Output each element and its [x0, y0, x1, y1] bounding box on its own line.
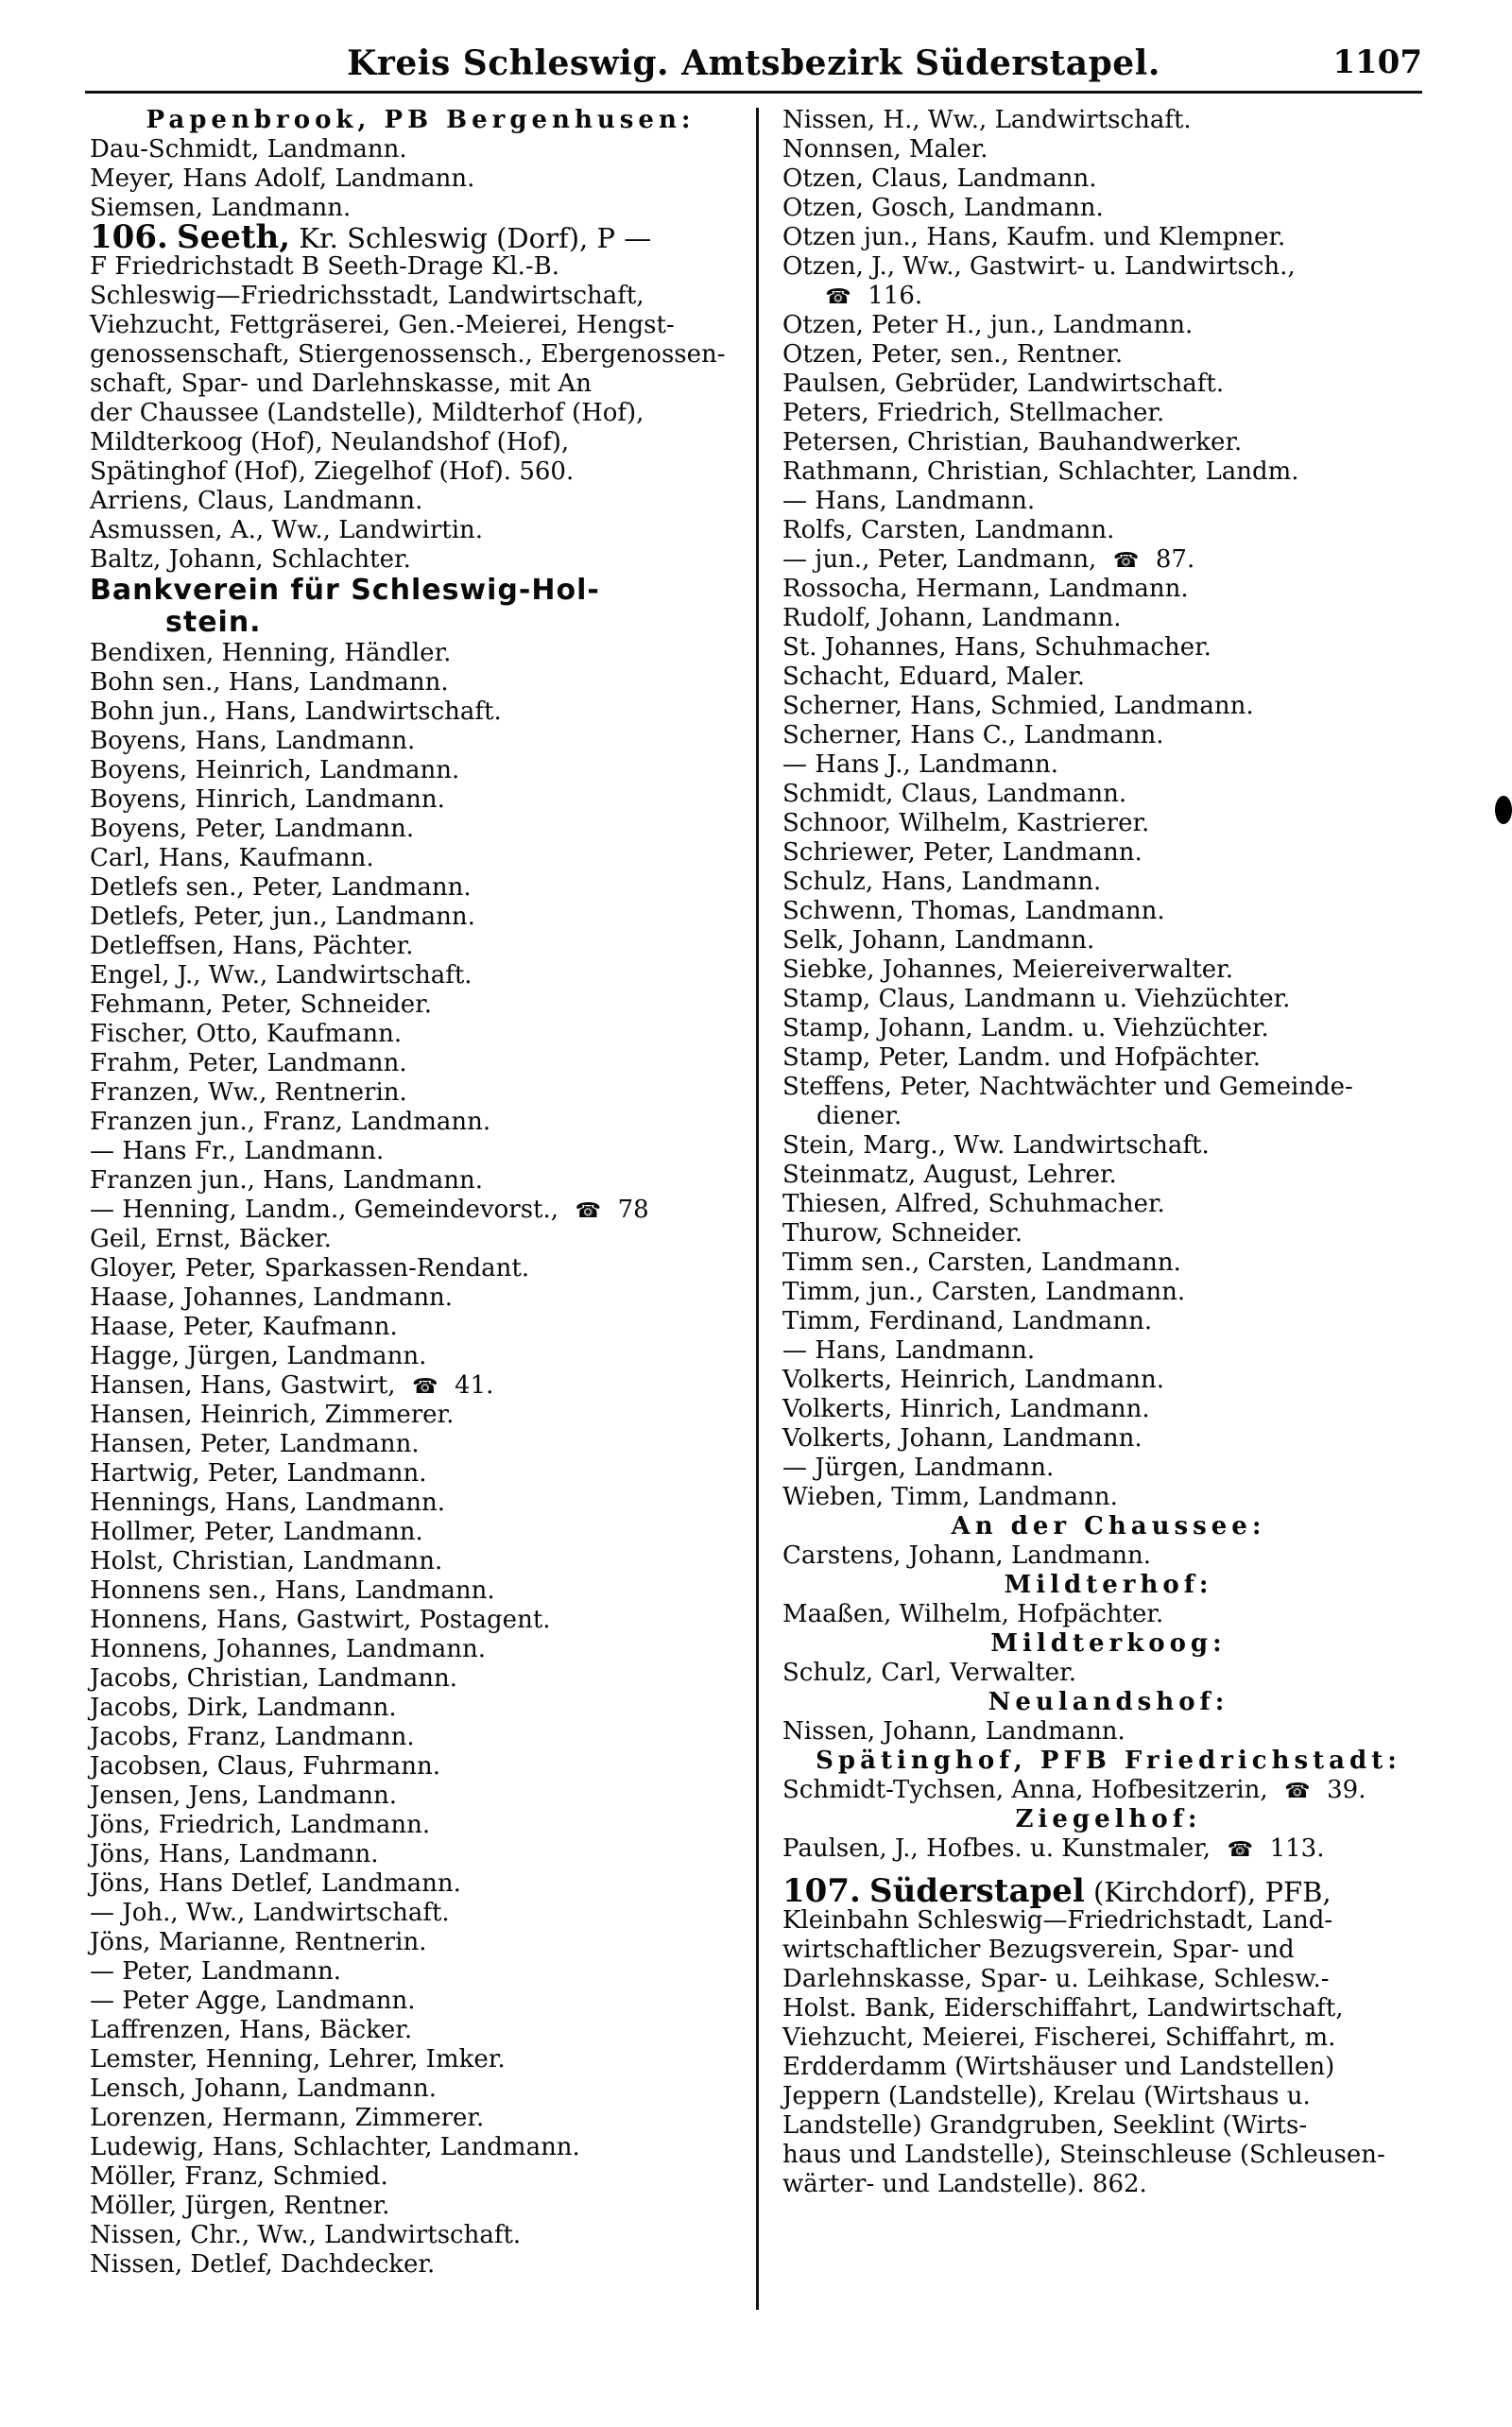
list-item: St. Johannes, Hans, Schuhmacher. — [782, 633, 1211, 662]
list-item: Schmidt, Claus, Landmann. — [782, 780, 1127, 808]
list-item-steffens: Steffens, Peter, Nachtwächter und Gemeinde- — [782, 1073, 1353, 1101]
list-item: Schnoor, Wilhelm, Kastrierer. — [782, 809, 1150, 837]
list-item: Franzen, Ww., Rentnerin. — [90, 1078, 407, 1107]
list-item: Geil, Ernst, Bäcker. — [90, 1225, 332, 1253]
seeth-entries-a — [90, 487, 751, 575]
list-item: Volkerts, Hinrich, Landmann. — [782, 1395, 1150, 1423]
list-item: schaft, Spar- und Darlehnskasse, mit An — [90, 370, 592, 398]
list-item: Gloyer, Peter, Sparkassen-Rendant. — [90, 1254, 530, 1282]
entry-text: Hansen, Hans, Gastwirt, — [90, 1371, 396, 1400]
list-item: Jacobsen, Claus, Fuhrmann. — [90, 1752, 440, 1781]
section-desc-first: (Kirchdorf), PFB, — [1093, 1876, 1332, 1908]
list-item: der Chaussee (Landstelle), Mildterhof (Hof), — [90, 399, 644, 427]
list-item-henning — [90, 1196, 751, 1225]
list-item: Holst, Christian, Landmann. — [90, 1547, 443, 1575]
subhead-papenbrook: Papenbrook, PB Bergenhusen: — [146, 106, 696, 134]
list-item: Detleffsen, Hans, Pächter. — [90, 932, 414, 960]
telephone-handset-icon: ☎ — [1227, 1838, 1254, 1862]
list-item: Rathmann, Christian, Schlachter, Landm. — [782, 457, 1299, 486]
list-item: Bohn jun., Hans, Landwirtschaft. — [90, 697, 502, 726]
list-item: Landstelle) Grandgruben, Seeklint (Wirts- — [782, 2111, 1308, 2140]
list-item: Hollmer, Peter, Landmann. — [90, 1518, 423, 1546]
list-item: — Joh., Ww., Landwirtschaft. — [90, 1899, 450, 1927]
list-item: Lorenzen, Hermann, Zimmerer. — [90, 2104, 485, 2132]
list-item: Schulz, Carl, Verwalter. — [782, 1659, 1077, 1687]
list-item: Carl, Hans, Kaufmann. — [90, 844, 374, 872]
telephone-handset-icon: ☎ — [825, 285, 851, 309]
list-item: Spätinghof (Hof), Ziegelhof (Hof). 560. — [90, 457, 575, 486]
list-item: Franzen jun., Franz, Landmann. — [90, 1108, 491, 1136]
page-header — [85, 38, 1422, 94]
list-item: Nissen, Chr., Ww., Landwirtschaft. — [90, 2221, 522, 2249]
list-item: Otzen, Peter H., jun., Landmann. — [782, 311, 1194, 339]
list-item: Jöns, Friedrich, Landmann. — [90, 1811, 431, 1839]
section-name: Süderstapel — [869, 1872, 1085, 1910]
list-item: Hartwig, Peter, Landmann. — [90, 1459, 427, 1488]
list-item-otzen-j: Otzen, J., Ww., Gastwirt- u. Landwirtsch., — [782, 252, 1296, 281]
list-item: Stein, Marg., Ww. Landwirtschaft. — [782, 1131, 1210, 1160]
list-item: Stamp, Johann, Landm. u. Viehzüchter. — [782, 1014, 1269, 1042]
list-item: Otzen jun., Hans, Kaufm. und Klempner. — [782, 223, 1286, 251]
list-item: Boyens, Hans, Landmann. — [90, 727, 416, 755]
list-item: Otzen, Gosch, Landmann. — [782, 194, 1104, 222]
list-item: Honnens sen., Hans, Landmann. — [90, 1576, 495, 1605]
column-divider — [756, 108, 759, 2310]
list-item: Timm, Ferdinand, Landmann. — [782, 1307, 1153, 1335]
list-item: Holst. Bank, Eiderschiffahrt, Landwirtschaft, — [782, 1994, 1344, 2022]
telephone-handset-icon: ☎ — [1284, 1780, 1311, 1803]
list-item-ziegelhof — [782, 1834, 1435, 1864]
right-entries-d — [782, 1131, 1435, 1512]
list-item: — Peter, Landmann. — [90, 1957, 341, 1986]
list-item: Rudolf, Johann, Landmann. — [782, 604, 1122, 632]
list-item: Laffrenzen, Hans, Bäcker. — [90, 2016, 413, 2044]
list-item-spaetinghof — [782, 1776, 1435, 1805]
section-desc-first: Kr. Schleswig (Dorf), P — — [299, 222, 652, 254]
right-column — [782, 106, 1435, 2199]
list-item: Thurow, Schneider. — [782, 1219, 1023, 1248]
list-item-rolfs-jun — [782, 545, 1435, 575]
list-item: Jacobs, Dirk, Landmann. — [90, 1694, 397, 1722]
list-item: Arriens, Claus, Landmann. — [90, 487, 423, 515]
list-item: Bendixen, Henning, Händler. — [90, 639, 452, 667]
list-item: Timm sen., Carsten, Landmann. — [782, 1248, 1181, 1277]
suederstapel-description — [782, 1906, 1435, 2199]
list-item: — Hans, Landmann. — [782, 1336, 1036, 1365]
list-item: genossenschaft, Stiergenossensch., Ebergenossen- — [90, 340, 726, 369]
list-item: Boyens, Peter, Landmann. — [90, 815, 415, 843]
list-item: Paulsen, Gebrüder, Landwirtschaft. — [782, 370, 1225, 398]
list-item: Engel, J., Ww., Landwirtschaft. — [90, 961, 472, 990]
right-entries-c — [782, 575, 1435, 1073]
section-number: 107. — [782, 1872, 861, 1910]
subhead-ziegelhof: Ziegelhof: — [1015, 1805, 1202, 1833]
list-item: Steinmatz, August, Lehrer. — [782, 1161, 1117, 1189]
list-item: Jacobs, Franz, Landmann. — [90, 1723, 415, 1751]
list-item-steffens-cont: diener. — [816, 1102, 902, 1130]
list-item: Honnens, Johannes, Landmann. — [90, 1635, 486, 1663]
list-item: Detlefs sen., Peter, Landmann. — [90, 873, 472, 902]
list-item: Viehzucht, Fettgräserei, Gen.-Meierei, Hengst- — [90, 311, 675, 339]
subhead-mildterkoog: Mildterkoog: — [990, 1629, 1227, 1658]
telephone-handset-icon: ☎ — [412, 1375, 438, 1399]
list-item: Peters, Friedrich, Stellmacher. — [782, 399, 1165, 427]
list-item: Thiesen, Alfred, Schuhmacher. — [782, 1190, 1165, 1218]
phone-number: 78 — [617, 1196, 649, 1224]
list-item: Schleswig—Friedrichsstadt, Landwirtschaft, — [90, 282, 644, 310]
seeth-entries-d — [90, 1401, 751, 2280]
list-item: Hagge, Jürgen, Landmann. — [90, 1342, 427, 1370]
entry-text: Paulsen, J., Hofbes. u. Kunstmaler, — [782, 1834, 1211, 1863]
list-item: Schacht, Eduard, Maler. — [782, 663, 1086, 691]
list-item: F Friedrichstadt B Seeth-Drage Kl.-B. — [90, 252, 559, 281]
phone-number: 39. — [1327, 1776, 1366, 1804]
list-item: wirtschaftlicher Bezugsverein, Spar- und — [782, 1936, 1295, 1964]
list-item: Jöns, Hans, Landmann. — [90, 1840, 379, 1868]
list-item: Möller, Jürgen, Rentner. — [90, 2192, 390, 2220]
phone-number: 116. — [868, 282, 923, 310]
list-item: Dau-Schmidt, Landmann. — [90, 135, 407, 164]
list-item: Schwenn, Thomas, Landmann. — [782, 897, 1165, 925]
list-item: Jöns, Hans Detlef, Landmann. — [90, 1869, 461, 1898]
list-item: Franzen jun., Hans, Landmann. — [90, 1166, 484, 1195]
list-item: Baltz, Johann, Schlachter. — [90, 545, 411, 574]
subhead-neulandshof: Neulandshof: — [988, 1688, 1229, 1716]
list-item: Fehmann, Peter, Schneider. — [90, 990, 433, 1019]
papenbrook-list — [90, 135, 751, 223]
subhead-mildterhof: Mildterhof: — [1004, 1571, 1213, 1599]
list-item: Haase, Peter, Kaufmann. — [90, 1313, 398, 1341]
list-item: Volkerts, Johann, Landmann. — [782, 1424, 1143, 1453]
list-item: Darlehnskasse, Spar- u. Leihkase, Schlesw.- — [782, 1965, 1330, 1993]
list-item: Siebke, Johannes, Meiereiverwalter. — [782, 955, 1233, 984]
list-item: Lensch, Johann, Landmann. — [90, 2074, 437, 2103]
page-number: 1107 — [1332, 43, 1422, 81]
list-item: Scherner, Hans, Schmied, Landmann. — [782, 692, 1254, 720]
bank-name-line-2: stein. — [165, 606, 262, 639]
list-item: Jeppern (Landstelle), Krelau (Wirtshaus u. — [782, 2082, 1311, 2110]
list-item: Hansen, Heinrich, Zimmerer. — [90, 1401, 455, 1429]
list-item: Siemsen, Landmann. — [90, 194, 352, 222]
left-column — [90, 106, 751, 2280]
list-item: Selk, Johann, Landmann. — [782, 926, 1095, 955]
list-item: Stamp, Claus, Landmann u. Viehzüchter. — [782, 985, 1291, 1013]
telephone-handset-icon: ☎ — [1112, 549, 1140, 573]
list-item: Fischer, Otto, Kaufmann. — [90, 1020, 403, 1048]
right-entries-a — [782, 106, 1435, 252]
entry-text: — jun., Peter, Landmann, — [782, 545, 1097, 574]
bank-name-line-1: Bankverein für Schleswig-Hol- — [90, 574, 600, 607]
list-item: Petersen, Christian, Bauhandwerker. — [782, 428, 1243, 456]
list-item-otzen-j-phone — [782, 282, 1435, 311]
list-item: Scherner, Hans C., Landmann. — [782, 721, 1164, 749]
list-item: Möller, Franz, Schmied. — [90, 2162, 388, 2191]
subhead-spaetinghof: Spätinghof, PFB Friedrichstadt: — [816, 1747, 1401, 1775]
list-item: Carstens, Johann, Landmann. — [782, 1541, 1152, 1570]
section-name: Seeth, — [177, 218, 291, 256]
list-item: Hansen, Peter, Landmann. — [90, 1430, 420, 1458]
list-item: Lemster, Henning, Lehrer, Imker. — [90, 2045, 506, 2074]
list-item: Ludewig, Hans, Schlachter, Landmann. — [90, 2133, 580, 2161]
telephone-handset-icon: ☎ — [575, 1199, 601, 1223]
list-item: wärter- und Landstelle). 862. — [782, 2170, 1147, 2198]
list-item: Asmussen, A., Ww., Landwirtin. — [90, 516, 484, 544]
list-item: Rossocha, Hermann, Landmann. — [782, 575, 1189, 603]
list-item: — Hans Fr., Landmann. — [90, 1137, 385, 1165]
list-item: Boyens, Heinrich, Landmann. — [90, 756, 460, 784]
list-item: — Peter Agge, Landmann. — [90, 1987, 416, 2015]
list-item: Honnens, Hans, Gastwirt, Postagent. — [90, 1606, 551, 1634]
list-item: Bohn sen., Hans, Landmann. — [90, 668, 449, 697]
subhead-chaussee: An der Chaussee: — [951, 1512, 1266, 1541]
seeth-description — [90, 252, 751, 487]
list-item: Schriewer, Peter, Landmann. — [782, 838, 1143, 867]
seeth-entries-c — [90, 1225, 751, 1371]
list-item: Jensen, Jens, Landmann. — [90, 1782, 398, 1810]
list-item: Otzen, Peter, sen., Rentner. — [782, 340, 1124, 369]
list-item: Nissen, Detlef, Dachdecker. — [90, 2250, 436, 2279]
section-heading-suederstapel — [782, 1872, 1435, 1910]
list-item: Wieben, Timm, Landmann. — [782, 1483, 1118, 1511]
list-item: — Jürgen, Landmann. — [782, 1454, 1055, 1482]
list-item: Detlefs, Peter, jun., Landmann. — [90, 903, 475, 931]
entry-text: — Henning, Landm., Gemeindevorst., — [90, 1196, 559, 1224]
list-item: Frahm, Peter, Landmann. — [90, 1049, 407, 1077]
list-item-hansen-hans — [90, 1371, 751, 1401]
list-item: Otzen, Claus, Landmann. — [782, 164, 1097, 193]
list-item: Schulz, Hans, Landmann. — [782, 868, 1102, 896]
margin-punch-mark — [1495, 796, 1512, 824]
list-item: Nissen, H., Ww., Landwirtschaft. — [782, 106, 1192, 134]
list-item: Erdderdamm (Wirtshäuser und Landstellen) — [782, 2053, 1335, 2081]
list-item: — Hans, Landmann. — [782, 487, 1036, 515]
section-heading-seeth — [90, 218, 751, 256]
list-item: Stamp, Peter, Landm. und Hofpächter. — [782, 1043, 1262, 1072]
list-item: Meyer, Hans Adolf, Landmann. — [90, 164, 475, 193]
list-item: Haase, Johannes, Landmann. — [90, 1283, 454, 1312]
phone-number: 113. — [1269, 1834, 1325, 1863]
list-item: Jacobs, Christian, Landmann. — [90, 1664, 457, 1693]
list-item: Maaßen, Wilhelm, Hofpächter. — [782, 1600, 1164, 1628]
list-item: Hennings, Hans, Landmann. — [90, 1489, 445, 1517]
right-entries-b — [782, 311, 1435, 545]
phone-number: 41. — [455, 1371, 494, 1400]
list-item: haus und Landstelle), Steinschleuse (Schleusen- — [782, 2141, 1385, 2169]
list-item: Volkerts, Heinrich, Landmann. — [782, 1366, 1165, 1394]
phone-number: 87. — [1155, 545, 1195, 574]
list-item: — Hans J., Landmann. — [782, 750, 1059, 779]
list-item: Kleinbahn Schleswig—Friedrichstadt, Land- — [782, 1906, 1333, 1935]
section-number: 106. — [90, 218, 168, 256]
list-item: Jöns, Marianne, Rentnerin. — [90, 1928, 427, 1956]
entry-text: Schmidt-Tychsen, Anna, Hofbesitzerin, — [782, 1776, 1268, 1804]
list-item: Rolfs, Carsten, Landmann. — [782, 516, 1115, 544]
list-item: Viehzucht, Meierei, Fischerei, Schiffahrt, m. — [782, 2023, 1336, 2052]
list-item: Nonnsen, Maler. — [782, 135, 988, 164]
list-item: Timm, jun., Carsten, Landmann. — [782, 1278, 1186, 1306]
list-item: Mildterkoog (Hof), Neulandshof (Hof), — [90, 428, 570, 456]
list-item: Nissen, Johann, Landmann. — [782, 1717, 1125, 1746]
page-title: Kreis Schleswig. Amtsbezirk Süderstapel. — [347, 43, 1160, 83]
seeth-entries-b — [90, 639, 751, 1196]
list-item: Boyens, Hinrich, Landmann. — [90, 785, 445, 814]
